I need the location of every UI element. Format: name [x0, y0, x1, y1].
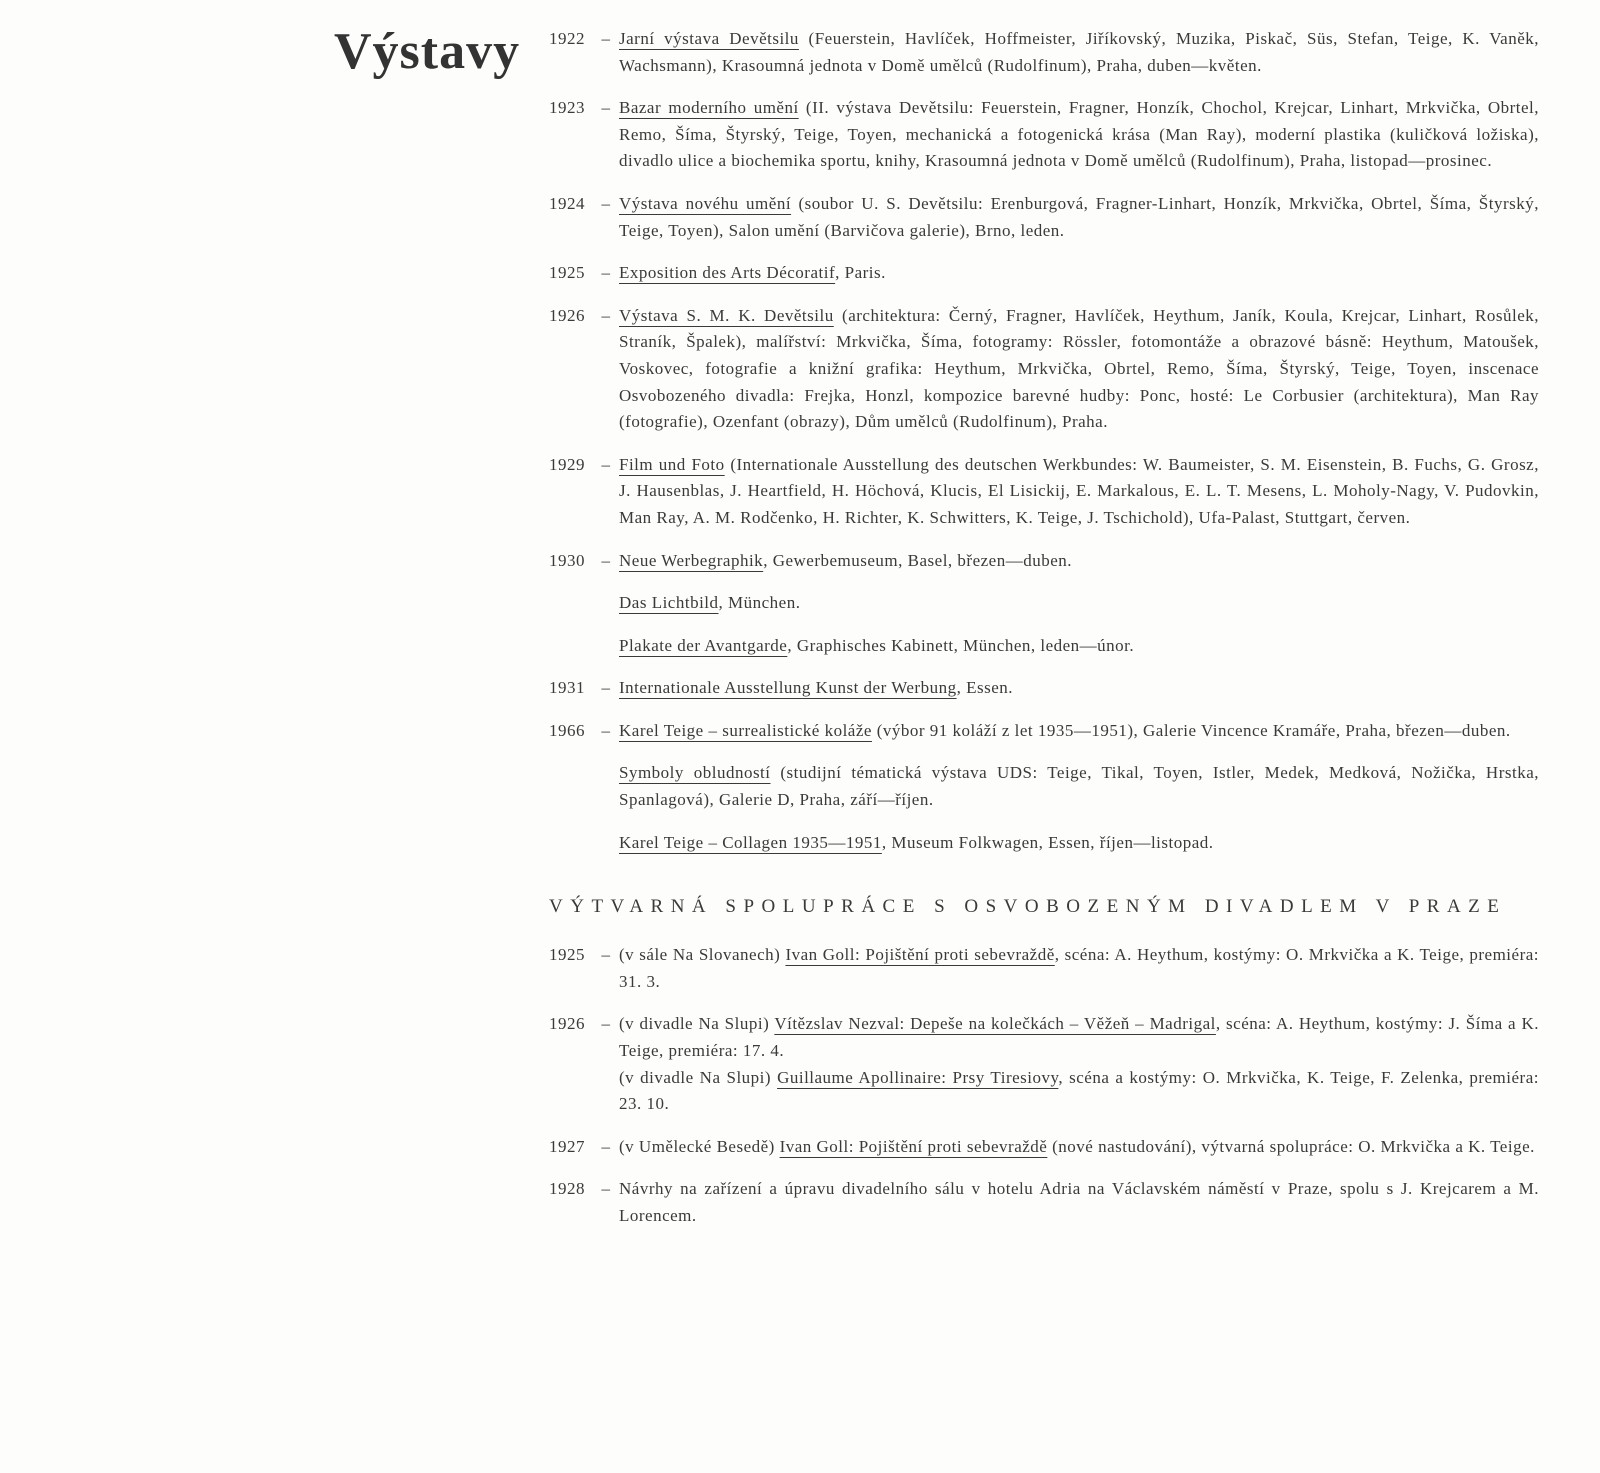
entry-details: (nové nastudování), výtvarná spolupráce: O. Mrkvička a K. Teige.	[1047, 1136, 1535, 1156]
entry-details: , Museum Folkwagen, Essen, říjen—listopad.	[881, 832, 1214, 852]
entry-dash: –	[601, 305, 611, 325]
exhibition-subentry	[619, 633, 1539, 660]
entry-year: 1930	[549, 550, 585, 570]
entry-title: Ivan Goll: Pojištění proti sebevraždě	[779, 1136, 1048, 1156]
entry-text	[619, 26, 1539, 79]
entry-year: 1927	[549, 1136, 585, 1156]
theatre-entry	[549, 1176, 1539, 1229]
exhibition-entry	[549, 303, 1539, 436]
exhibition-entry	[549, 548, 1539, 575]
entry-year: 1966	[549, 720, 585, 740]
entry-text	[619, 718, 1539, 745]
entry-year: 1923	[549, 98, 585, 118]
entry-title: Exposition des Arts Décoratif	[619, 263, 836, 283]
entry-dash: –	[601, 193, 611, 213]
entry-venue: (v Umělecké Besedě)	[619, 1136, 780, 1156]
entry-details: , Gewerbemuseum, Basel, březen—duben.	[763, 550, 1073, 570]
entry-year: 1925	[549, 945, 585, 965]
exhibition-entry	[549, 675, 1539, 702]
entry-text	[619, 303, 1539, 436]
exhibition-entry	[549, 26, 1539, 79]
entry-dash: –	[601, 1179, 611, 1199]
entry-title: Internationale Ausstellung Kunst der Werbung	[619, 678, 957, 698]
entry-text	[619, 942, 1539, 995]
entry-details: , Paris.	[835, 263, 886, 283]
entry-year: 1926	[549, 305, 585, 325]
entry-dash: –	[601, 678, 611, 698]
entry-text	[619, 260, 1539, 287]
entry-venue: (v divadle Na Slupi)	[619, 1067, 778, 1087]
entry-text	[619, 1176, 1539, 1229]
entry-year: 1925	[549, 263, 585, 283]
entry-details: (Internationale Ausstellung des deutschen Werkbundes: W. Baumeister, S. M. Eisenstein, B. Fuchs, G. Grosz, J. Hausenblas, J. Heartfield, H. Höchová, Klucis, El Lisickij, E. Markalous, E. L. T. Mesens, L. Moholy-Nagy, V. Pudovkin, Man Ray, A. M. Rodčenko, H. Richter, K. Schwitters, K. Teige, J. Tschichold), Ufa-Palast, Stuttgart, červen.	[619, 454, 1539, 527]
entry-title: Vítězslav Nezval: Depeše na kolečkách – Věžeň – Madrigal	[774, 1014, 1216, 1034]
entry-venue: (v sále Na Slovanech)	[619, 945, 786, 965]
entry-details: , scéna a kostýmy: O. Mrkvička, K. Teige, F. Zelenka, premiéra: 23. 10.	[619, 1067, 1539, 1114]
entry-details: , Graphisches Kabinett, München, leden—únor.	[787, 635, 1135, 655]
entry-details: (studijní tématická výstava UDS: Teige, Tikal, Toyen, Istler, Medek, Medková, Nožička, Hrstka, Spanlagová), Galerie D, Praha, září—říjen.	[619, 763, 1540, 810]
exhibition-subentry	[619, 760, 1539, 813]
entry-title: Das Lichtbild	[619, 593, 719, 613]
entry-details: (architektura: Černý, Fragner, Havlíček, Heythum, Janík, Koula, Krejcar, Linhart, Rosůlek, Straník, Špalek), malířství: Mrkvička, Šíma, fotogramy: Rössler, fotomontáže a obrazové básně: Heythum, Matoušek, Voskovec, fotografie a knižní grafika: Heythum, Mrkvička, Obrtel, Remo, Šíma, Štyrský, Teige, Toyen, inscenace Osvobozeného divadla: Frejka, Honzl, kompozice barevné hudby: Ponc, hosté: Le Corbusier (architektura), Man Ray (fotografie), Ozenfant (obrazy), Dům umělců (Rudolfinum), Praha.	[619, 305, 1539, 432]
entry-dash: –	[601, 720, 611, 740]
entry-title: Jarní výstava Devětsilu	[619, 29, 799, 48]
exhibition-entry	[549, 95, 1539, 175]
entry-title: Neue Werbegraphik	[619, 550, 764, 570]
entry-details: , Essen.	[956, 678, 1014, 698]
entry-text	[619, 1011, 1539, 1064]
entry-title: Plakate der Avantgarde	[619, 635, 788, 655]
entry-dash: –	[601, 29, 611, 48]
entry-text	[619, 191, 1539, 244]
exhibition-entry	[549, 452, 1539, 532]
entry-details: , scéna: A. Heythum, kostýmy: O. Mrkvička a K. Teige, premiéra: 31. 3.	[619, 945, 1540, 991]
entry-title: Karel Teige – Collagen 1935—1951	[619, 832, 882, 852]
entry-details: , scéna: A. Heythum, kostýmy: J. Šíma a K. Teige, premiéra: 17. 4.	[619, 1014, 1539, 1061]
exhibition-entry	[549, 718, 1539, 745]
entry-title: Symboly obludností	[619, 763, 771, 783]
entry-text	[619, 1134, 1539, 1161]
entry-text	[619, 675, 1539, 702]
entry-dash: –	[601, 550, 611, 570]
entry-text	[619, 95, 1539, 175]
entry-title: Ivan Goll: Pojištění proti sebevraždě	[785, 945, 1055, 965]
entry-details: , München.	[718, 593, 801, 613]
entry-text	[619, 548, 1539, 575]
page-title: Výstavy	[334, 23, 521, 80]
entry-year: 1926	[549, 1014, 585, 1034]
entry-title: Karel Teige – surrealistické koláže	[619, 720, 872, 740]
entry-year: 1924	[549, 193, 585, 213]
entry-dash: –	[601, 98, 611, 118]
entry-dash: –	[601, 1014, 611, 1034]
exhibition-subentry	[619, 830, 1539, 857]
entry-details: (soubor U. S. Devětsilu: Erenburgová, Fragner-Linhart, Honzík, Mrkvička, Obrtel, Šíma, Štyrský, Teige, Toyen), Salon umění (Barvičova galerie), Brno, leden.	[619, 193, 1539, 240]
entry-details: (výbor 91 koláží z let 1935—1951), Galerie Vincence Kramáře, Praha, březen—duben.	[871, 720, 1511, 740]
entry-dash: –	[601, 454, 611, 474]
entry-details: Návrhy na zařízení a úpravu divadelního sálu v hotelu Adria na Václavském náměstí v Praze, spolu s J. Krejcarem a M. Lorencem.	[619, 1179, 1539, 1225]
entry-details: (Feuerstein, Havlíček, Hoffmeister, Jiříkovský, Muzika, Piskač, Süs, Stefan, Teige, K. Vaněk, Wachsmann), Krasoumná jednota v Domě umělců (Rudolfinum), Praha, duben—květen.	[619, 29, 1539, 75]
entry-year: 1929	[549, 454, 585, 474]
entry-year: 1928	[549, 1179, 585, 1199]
theatre-subentry	[619, 1065, 1539, 1118]
entry-venue: (v divadle Na Slupi)	[619, 1014, 775, 1034]
entry-title: Výstava S. M. K. Devětsilu	[619, 305, 834, 325]
entry-year: 1922	[549, 29, 585, 48]
entry-dash: –	[601, 263, 611, 283]
entry-dash: –	[601, 1136, 611, 1156]
entry-year: 1931	[549, 678, 585, 698]
theatre-entry	[549, 1011, 1539, 1064]
entry-details: (II. výstava Devětsilu: Feuerstein, Fragner, Honzík, Chochol, Krejcar, Linhart, Mrkvička, Obrtel, Remo, Šíma, Štyrský, Teige, Toyen, mechanická a fotogenická krása (Man Ray), moderní plastika (kuličková ložiska), divadlo ulice a biochemika sportu, knihy, Krasoumná jednota v Domě umělců (Rudolfinum), Praha, listopad—prosinec.	[619, 98, 1540, 171]
exhibition-entry	[549, 260, 1539, 287]
section-heading: VÝTVARNÁ SPOLUPRÁCE S OSVOBOZENÝM DIVADLEM V PRAZE	[549, 896, 1507, 918]
theatre-entry	[549, 942, 1539, 995]
entry-title: Film und Foto	[619, 454, 725, 474]
theatre-entry	[549, 1134, 1539, 1161]
entry-title: Výstava novéhu umění	[619, 193, 792, 213]
exhibition-subentry	[619, 590, 1539, 617]
exhibition-list	[549, 26, 1539, 1230]
entry-text	[619, 452, 1539, 532]
entry-title: Bazar moderního umění	[619, 98, 799, 118]
exhibition-entry	[549, 191, 1539, 244]
entry-dash: –	[601, 945, 611, 965]
entry-title: Guillaume Apollinaire: Prsy Tiresiovy	[777, 1067, 1059, 1087]
